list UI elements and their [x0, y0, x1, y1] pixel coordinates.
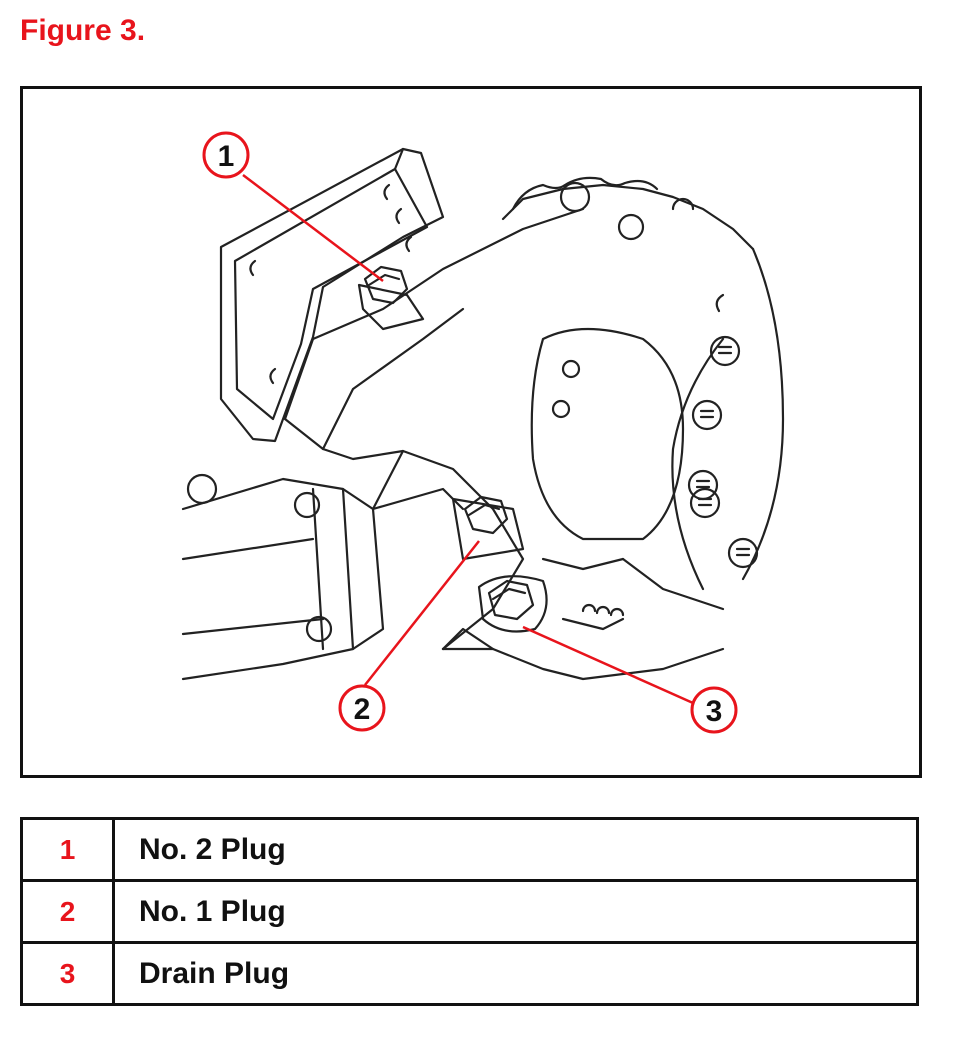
- legend-number-3: 3: [22, 943, 114, 1005]
- legend-row: [22, 881, 918, 943]
- diagram-frame: [20, 86, 922, 778]
- legend-row: [22, 819, 918, 881]
- legend-number-1: 1: [22, 819, 114, 881]
- callout-2: [340, 686, 384, 730]
- differential-drawing: [183, 149, 783, 679]
- legend-table: [20, 817, 919, 1006]
- callout-number-3: 3: [705, 695, 723, 728]
- callout-number-2: 2: [353, 693, 371, 726]
- callout-3: [692, 688, 736, 732]
- legend-label-3: Drain Plug: [114, 943, 918, 1005]
- differential-diagram: [23, 89, 919, 775]
- leader-line-3: [523, 627, 693, 703]
- figure-title: Figure 3.: [20, 14, 146, 47]
- legend-row: [22, 943, 918, 1005]
- callout-1: [204, 133, 248, 177]
- legend-label-1: No. 2 Plug: [114, 819, 918, 881]
- leader-line-1: [243, 175, 383, 281]
- legend-label-2: No. 1 Plug: [114, 881, 918, 943]
- callout-number-1: 1: [217, 140, 235, 173]
- legend-number-2: 2: [22, 881, 114, 943]
